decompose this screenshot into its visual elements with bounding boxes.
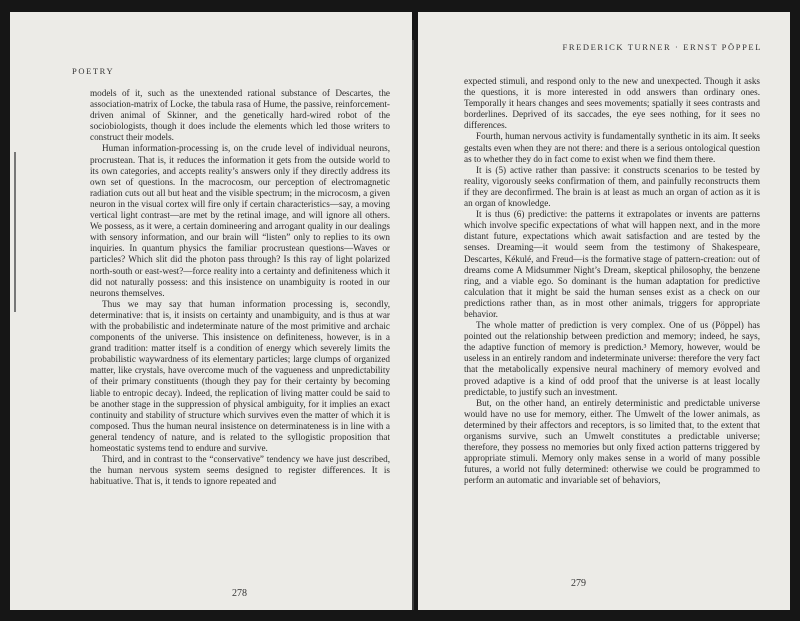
paragraph: But, on the other hand, an entirely deterministic and predictable universe would have no use for memory, either. The Umwelt of the lower animals, as determined by their affectors and receptors, is so limited that, to the extent that organisms survive, such an Umwelt constitutes a predictable universe; therefore, they possess no memories but only fixed action patterns triggered by appropriate stimuli. Memory only makes sense in a world of many possible futures, a world not fully determined: otherwise we could be programmed to perform an automatic and invariable set of behaviors, [464,397,760,486]
paragraph: Third, and in contrast to the “conservative” tendency we have just described, the human nervous system seems designed to register differences. It is habituative. That is, it tends to ignore repeated and [90,454,390,487]
left-page-body [90,88,390,487]
paragraph: It is (5) active rather than passive: it constructs scenarios to be tested by reality, vigorously seeks confirmation of them, and painfully reconstructs them if they are deconfirmed. The brain is at least as much an organ of action as it is an organ of knowledge. [464,164,760,209]
paragraph: Thus we may say that human information processing is, secondly, determinative: that is, it insists on certainty and unambiguity, and is thus at war with the probabilistic and indeterminate nature of the most primitive and archaic components of the universe. This insistence on definiteness, however, is in a grand tradition: matter itself is a condition of energy which severely limits the probabilistic waywardness of its elementary particles; large clumps of organized matter, like crystals, have overcome much of the vagueness and unpredictability of their primary constituents (though they pay for their certainty by becoming liable to entropic decay). Indeed, the replication of living matter could be said to be another stage in the suppression of physical ambiguity, for it implies an exact continuity and stability of structure which survives even the matter of which it is composed. Thus the human neural insistence on determinateness is in line with a general tendency of nature, and is related to the syllogistic proposition that homeostatic systems tend to endure and survive. [90,298,390,453]
right-page-body [464,76,760,486]
right-page [418,12,790,610]
page-number-right: 279 [571,578,586,589]
paragraph: models of it, such as the unextended rational substance of Descartes, the association-matrix of Locke, the tabula rasa of Hume, the passive, reinforcement-driven animal of Skinner, and the genetically hard-wired robot of the sociobiologists, though it does include the elements which led those writers to construct their models. [90,88,390,143]
paragraph: It is thus (6) predictive: the patterns it extrapolates or invents are patterns which involve specific expectations of what will happen next, and in the more distant future, expectations which await satisfaction and are tested by the senses. Dreaming—it would seem from the testimony of Shakespeare, Descartes, Kékulé, and Freud—is the formative stage of pattern-creation: out of dreams come A Midsummer Night’s Dream, skeptical philosophy, the benzene ring, and a viable ego. So dominant is the human adaptation for predictive calculation that it might be said the human senses exist as a check on our predictions rather than, as in most other animals, triggers for appropriate behavior. [464,209,760,319]
paragraph: Human information-processing is, on the crude level of individual neurons, procrustean. That is, it reduces the information it gets from the outside world to its own categories, and accepts reality’s answers only if they directly address its own set of questions. In the macrocosm, our perception of electromagnetic radiation cuts out all but heat and the visible spectrum; in the microcosm, a given neuron in the visual cortex will fire only if certain characteristics—say, a moving vertical light contrast—are met by the retinal image, and will ignore all others. We possess, as it were, a certain domineering and arrogant quality in our dealings with sensory information, and our brain will “listen” only to replies to its own inquiries. In quantum physics the familiar procrustean questions—Waves or particles? Which slit did the photon pass through? Is this ray of light polarized north-south or east-west?—force reality into a certainty and definiteness which it did not naturally possess: and this insistence on unambiguity is rooted in our neurons themselves. [90,143,390,298]
running-head-left: POETRY [72,66,115,76]
paragraph: The whole matter of prediction is very complex. One of us (Pöppel) has pointed out the relationship between prediction and memory; indeed, he says, the adaptive function of memory is prediction.³ Memory, however, would be useless in an entirely random and indeterminate universe: therefore the very fact that the metabolically expensive neural machinery of memory evolved and proved adaptive is a kind of odd proof that the universe is at least locally predictable, to justify such an investment. [464,320,760,397]
running-head-right: FREDERICK TURNER · ERNST PÖPPEL [562,42,762,52]
paragraph: Fourth, human nervous activity is fundamentally synthetic in its aim. It seeks gestalts even when they are not there: and there is a serious ontological question as to whether they do in fact come to exist when we find them there. [464,131,760,164]
page-edge-mark [14,152,16,312]
paragraph: expected stimuli, and respond only to the new and unexpected. Though it asks the questions, it is more interested in odd answers than ordinary ones. Temporally it hears changes and sees movements; spatially it sees contrasts and borderlines. Deprived of its saccades, the eye sees nothing, for it sees no differences. [464,76,760,131]
left-page [10,12,412,610]
page-number-left: 278 [232,588,247,599]
gutter-divider [412,40,414,610]
